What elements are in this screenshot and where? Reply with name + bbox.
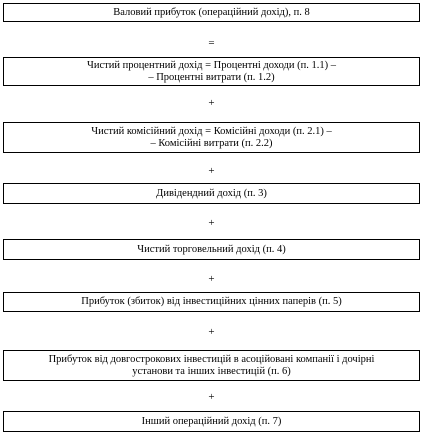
block-long-term-investments-profit [3,350,420,381]
operator-plus: + [208,217,215,229]
operator-plus: + [208,97,215,109]
block-text-line: Валовий прибуток (операційний дохід), п. 8 [113,6,310,18]
operator-plus: + [208,326,215,338]
block-text-line: – Комісійні витрати (п. 2.2) [150,137,273,149]
block-other-operating-income [3,411,420,432]
operator-plus: + [208,165,215,177]
block-text-line: Прибуток (збиток) від інвестиційних цінних паперів (п. 5) [81,296,342,307]
block-net-interest-income [3,57,420,86]
block-text-line: Прибуток від довгострокових інвестицій в асоційовані компанії і дочірні [48,353,375,365]
block-text-line: – Процентні витрати (п. 1.2) [148,71,275,83]
block-text-line: установи та інших інвестицій (п. 6) [132,365,291,377]
operator-equals: = [208,37,215,49]
block-text-line: Чистий процентний дохід = Процентні доходи (п. 1.1) – [87,59,336,71]
block-dividend-income [3,183,420,204]
block-gross-profit [3,3,420,22]
block-text-line: Дивідендний дохід (п. 3) [156,187,267,199]
block-text-line: Інший операційний дохід (п. 7) [141,415,282,427]
operator-plus: + [208,391,215,403]
block-text-line: Чистий торговельний дохід (п. 4) [137,243,286,255]
block-text-line: Чистий комісійний дохід = Комісійні доходи (п. 2.1) – [91,125,332,137]
block-investment-securities-profit [3,292,420,312]
block-net-trading-income [3,239,420,260]
operator-plus: + [208,273,215,285]
block-net-commission-income [3,122,420,153]
